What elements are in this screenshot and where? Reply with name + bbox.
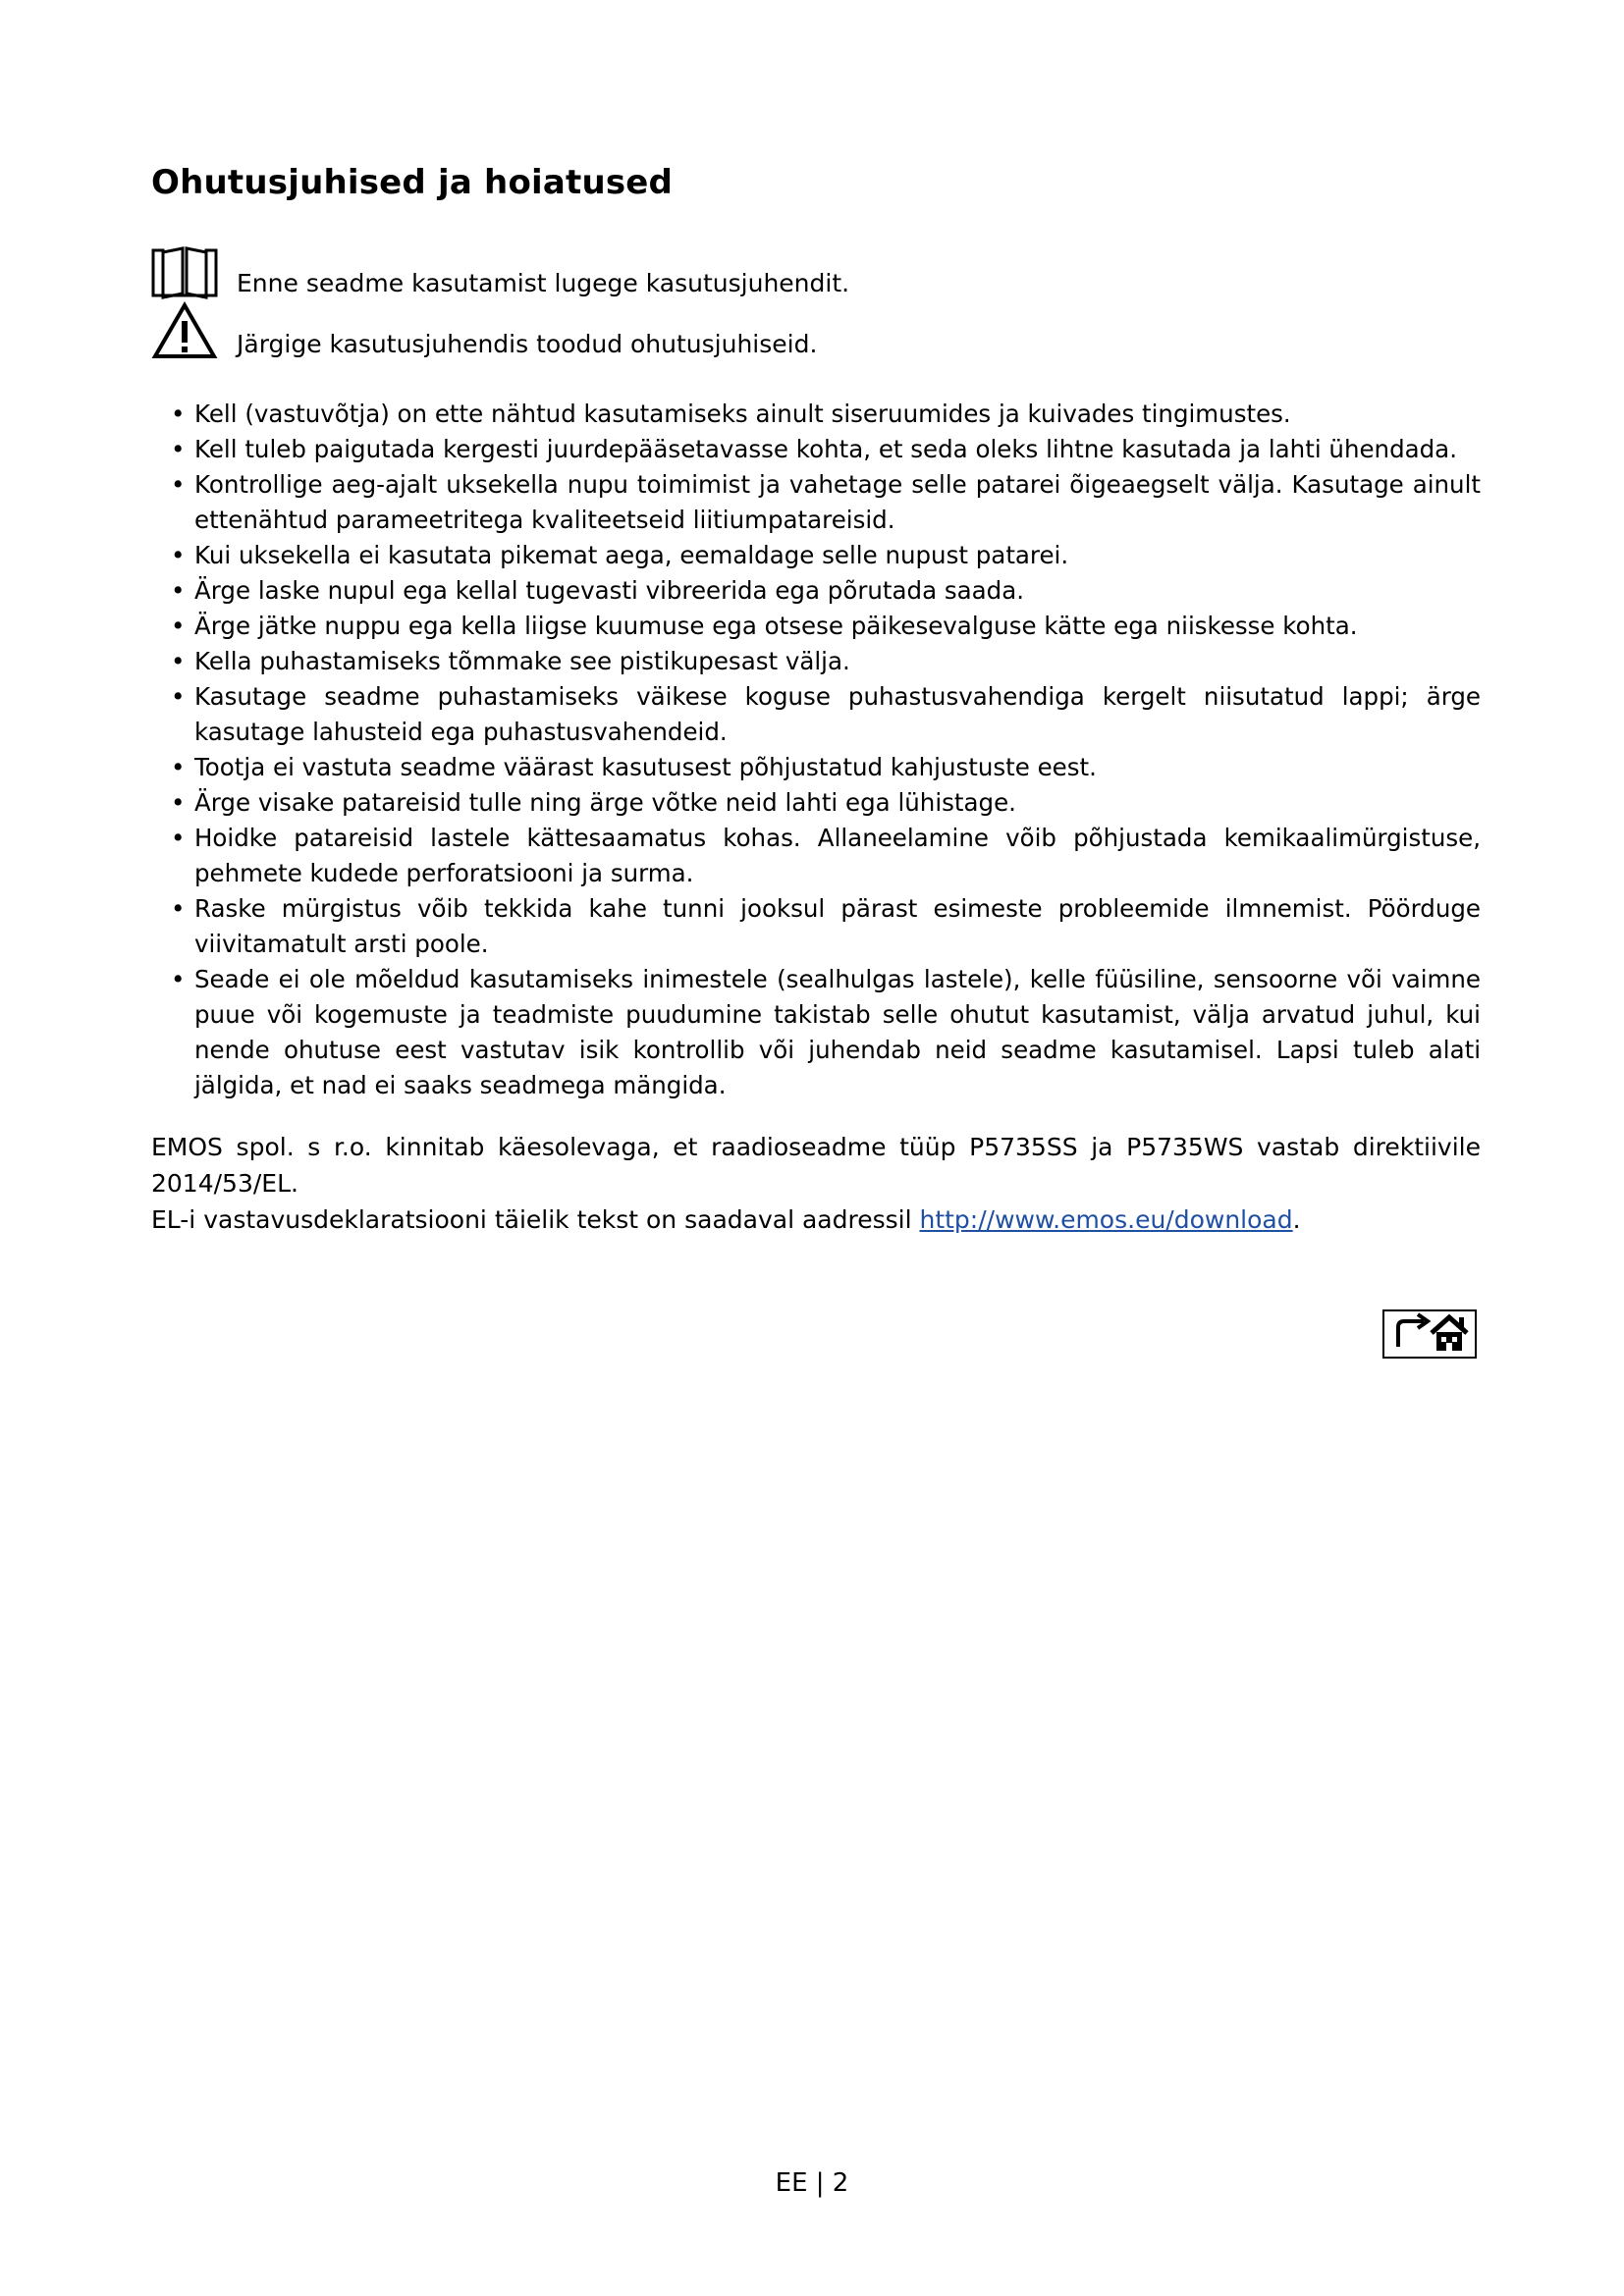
list-item: • Kell tuleb paigutada kergesti juurdepääsetavasse kohta, et seda oleks lihtne kasutada ja lahti ühendada. (169, 432, 1481, 467)
list-item: • Kasutage seadme puhastamiseks väikese koguse puhastusvahendiga kergelt niisutatud lappi; ärge kasutage lahusteid ega puhastusvahendeid. (169, 679, 1481, 750)
notice-follow-safety-text: Järgige kasutusjuhendis toodud ohutusjuhiseid. (237, 330, 818, 358)
declaration-link-line (151, 1201, 1481, 1238)
download-link[interactable]: http://www.emos.eu/download (919, 1205, 1293, 1234)
safety-bullet-list (169, 397, 1481, 1103)
list-item: • Ärge laske nupul ega kellal tugevasti vibreerida ega põrutada saada. (169, 573, 1481, 609)
notice-follow-safety (151, 300, 818, 361)
list-item: • Kontrollige aeg-ajalt uksekella nupu toimimist ja vahetage selle patarei õigeaegselt välja. Kasutage ainult ettenähtud parameetritega kvaliteetseid liitiumpatareisid. (169, 467, 1481, 538)
list-item: • Hoidke patareisid lastele kättesaamatus kohas. Allaneelamine võib põhjustada kemikaalimürgistuse, pehmete kudede perforatsiooni ja surma. (169, 821, 1481, 891)
warning-triangle-icon (151, 301, 218, 360)
page-title: Ohutusjuhised ja hoiatused (151, 163, 674, 202)
notice-read-manual (151, 241, 850, 302)
list-item: • Ärge visake patareisid tulle ning ärge võtke neid lahti ega lühistage. (169, 785, 1481, 821)
declaration-link-suffix: . (1292, 1205, 1301, 1234)
list-item: • Raske mürgistus võib tekkida kahe tunni jooksul pärast esimeste probleemide ilmnemist. Pöörduge viivitamatult arsti poole. (169, 891, 1481, 962)
list-item: • Ärge jätke nuppu ega kella liigse kuumuse ega otsese päikesevalguse kätte ega niiskesse kohta. (169, 609, 1481, 644)
declaration-link-prefix: EL-i vastavusdeklaratsiooni täielik tekst on saadaval aadressil (151, 1205, 920, 1234)
indoor-use-icon (1382, 1309, 1477, 1359)
declaration-statement: EMOS spol. s r.o. kinnitab käesolevaga, et raadioseadme tüüp P5735SS ja P5735WS vastab direktiivile 2014/53/EL. (151, 1133, 1481, 1198)
list-item: • Seade ei ole mõeldud kasutamiseks inimestele (sealhulgas lastele), kelle füüsiline, sensoorne või vaimne puue või kogemuste ja teadmiste puudumine takistab selle ohutut kasutamist, välja arvatud juhul, kui nende ohutuse eest vastutav isik kontrollib või juhendab neid seadme kasutamisel. Lapsi tuleb alati jälgida, et nad ei saaks seadmega mängida. (169, 962, 1481, 1103)
manual-book-icon (151, 242, 218, 301)
notice-read-manual-text: Enne seadme kasutamist lugege kasutusjuhendit. (237, 269, 850, 297)
list-item: • Kella puhastamiseks tõmmake see pistikupesast välja. (169, 644, 1481, 679)
list-item: • Tootja ei vastuta seadme väärast kasutusest põhjustatud kahjustuste eest. (169, 750, 1481, 785)
conformity-declaration (151, 1129, 1481, 1238)
page-number: EE | 2 (775, 2168, 849, 2198)
list-item: • Kui uksekella ei kasutata pikemat aega, eemaldage selle nupust patarei. (169, 538, 1481, 573)
list-item: • Kell (vastuvõtja) on ette nähtud kasutamiseks ainult siseruumides ja kuivades tingimustes. (169, 397, 1481, 432)
